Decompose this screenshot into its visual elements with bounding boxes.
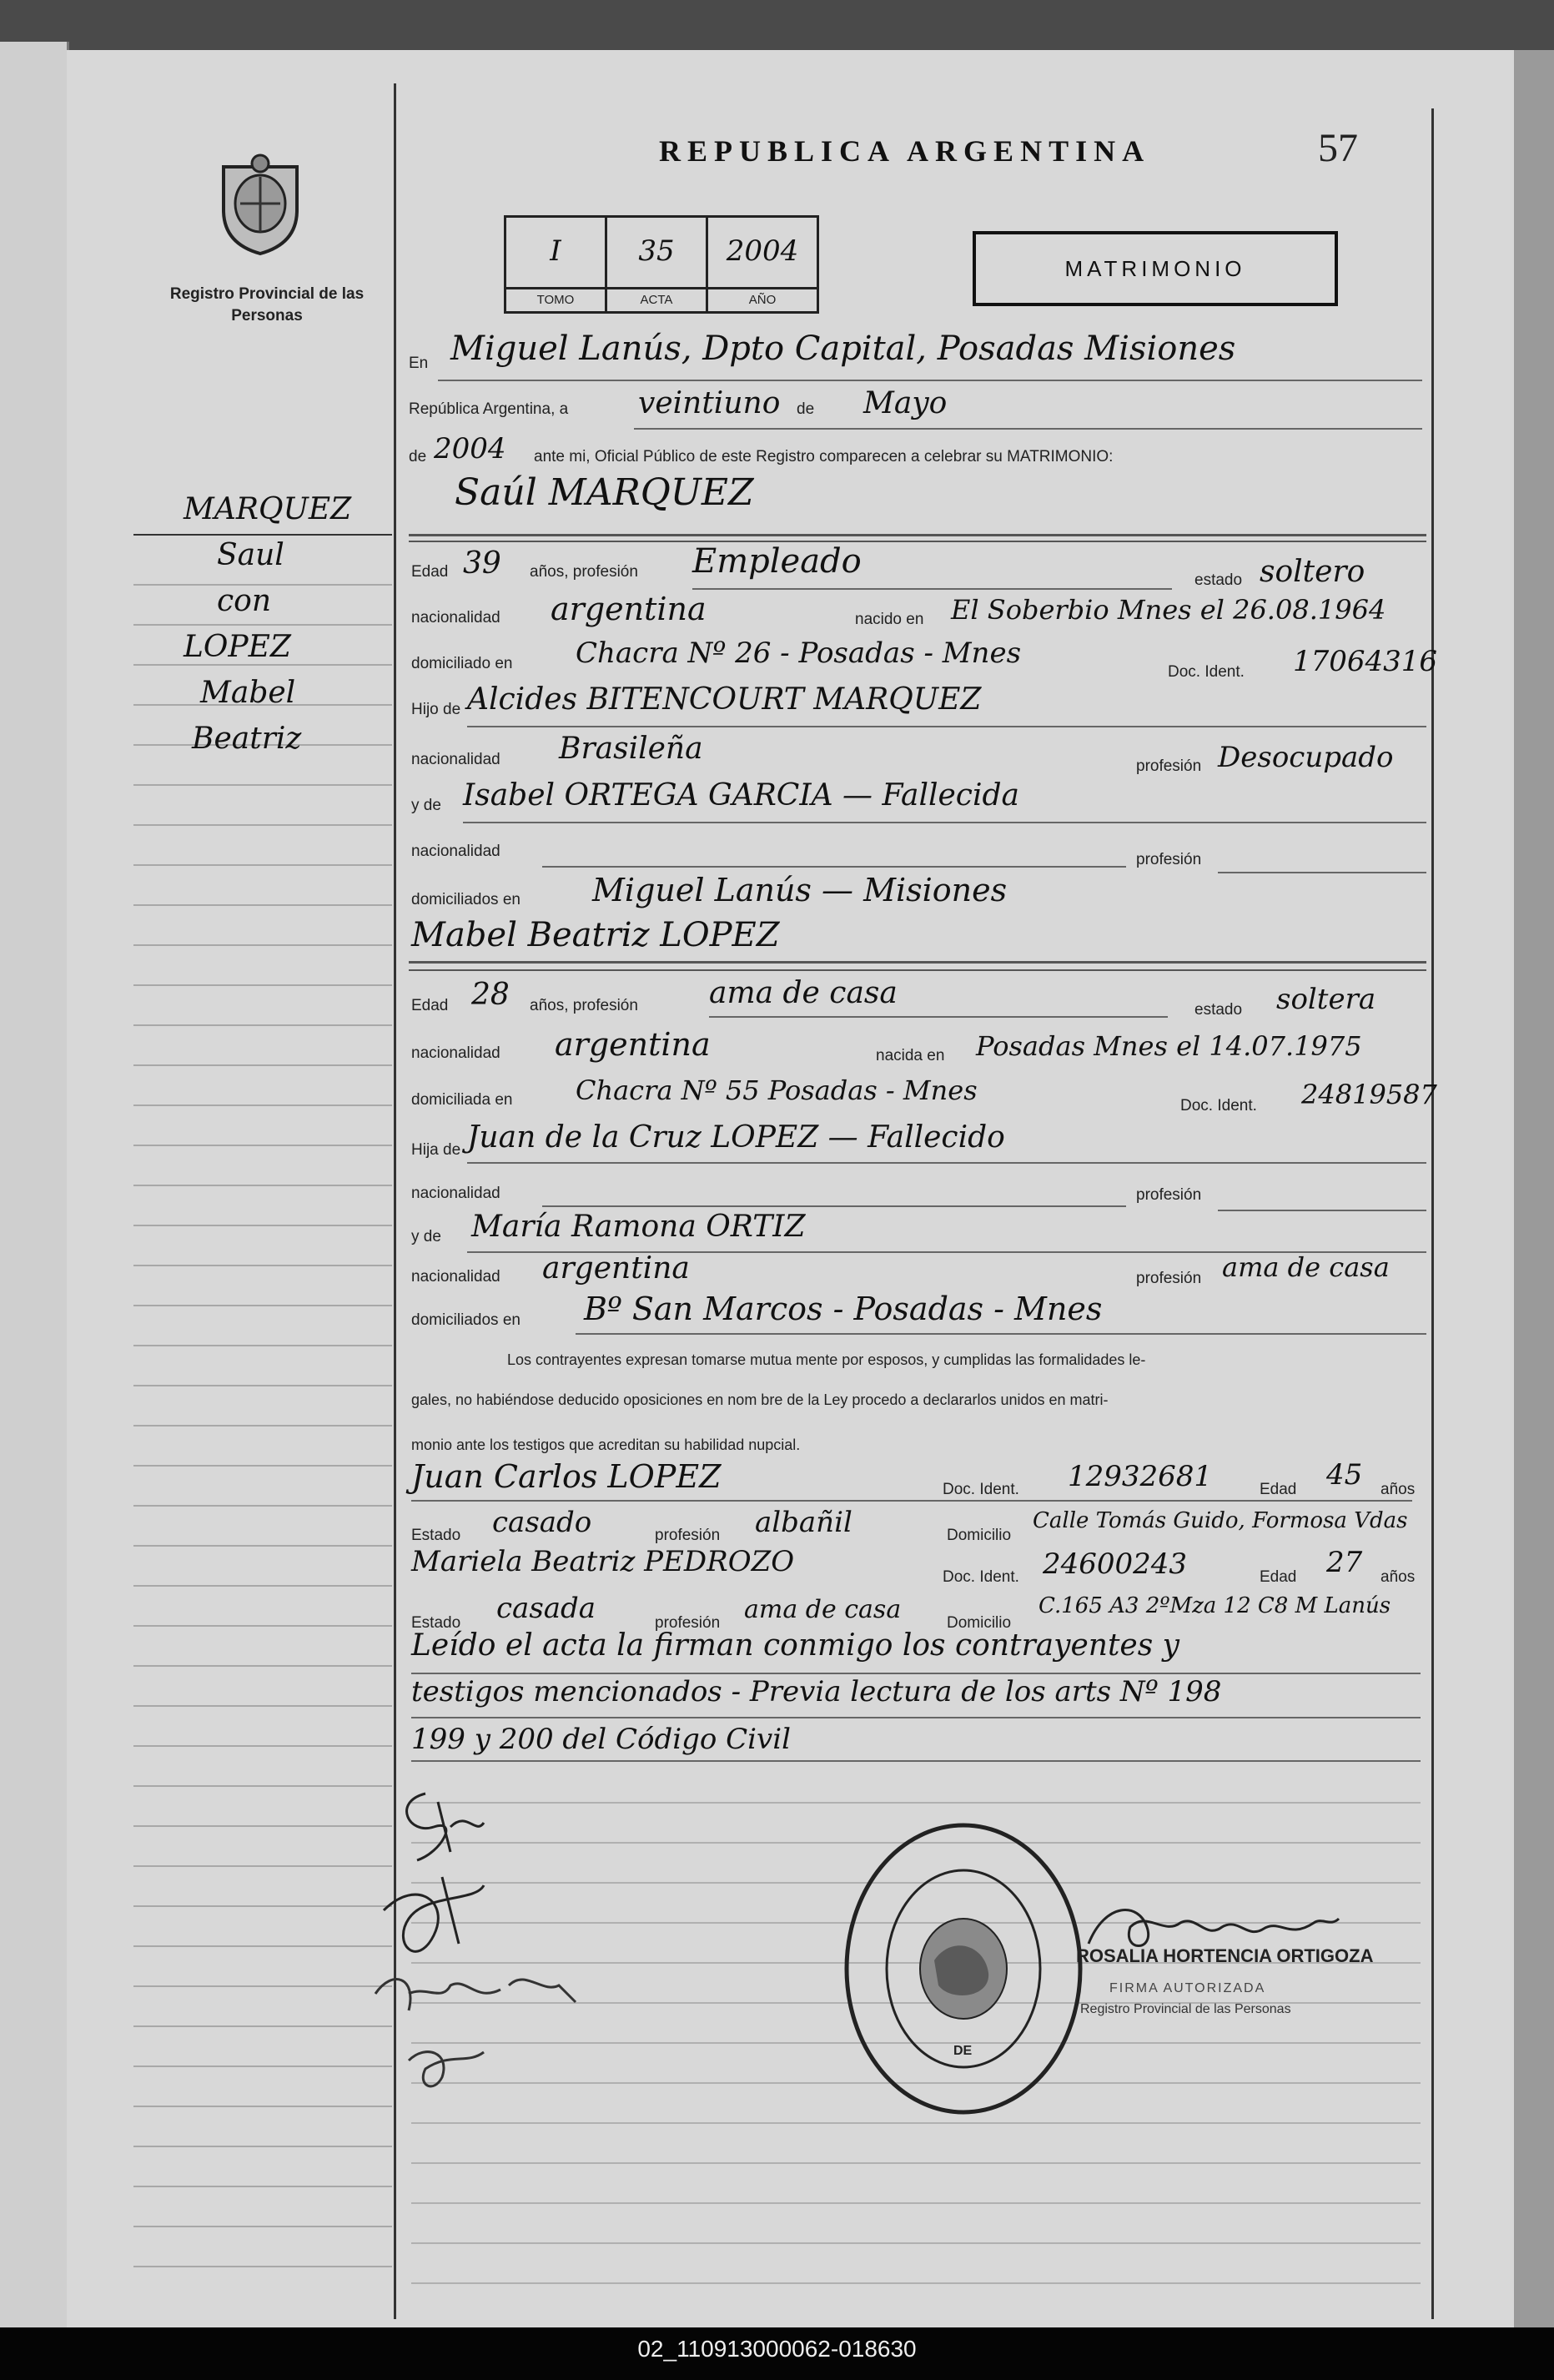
bride-nacida-label: nacida en (876, 1047, 945, 1064)
left-page-edge (0, 42, 69, 2327)
groom-parents-address: Miguel Lanús — Misiones (592, 872, 1008, 908)
bride-father-prof-label: profesión (1136, 1186, 1202, 1204)
rule-line (463, 822, 1426, 823)
witness-1-civil-status: casado (492, 1506, 592, 1539)
margin-rule-line (133, 1705, 392, 1707)
anio-cell (708, 218, 817, 311)
groom-father-profession: Desocupado (1218, 741, 1394, 774)
margin-rule-line (133, 1345, 392, 1346)
anio-value: 2004 (726, 234, 799, 268)
bride-father: Juan de la Cruz LOPEZ — Fallecido (467, 1120, 1005, 1155)
bride-mother: María Ramona ORTIZ (471, 1210, 806, 1244)
tomo-cell (506, 218, 607, 311)
declaration-line-2: gales, no habiéndose deducido oposiciones en nom bre de la Ley procedo a declararlos unidos en matri- (411, 1391, 1109, 1408)
stamp-center-text: DE (953, 2044, 973, 2058)
margin-name: con (217, 584, 272, 618)
bride-mother-prof-label: profesión (1136, 1270, 1202, 1287)
official-stamp (842, 1819, 1084, 2119)
margin-rule-line (133, 1024, 392, 1026)
rule-line (1218, 872, 1426, 873)
margin-rule-line (133, 1465, 392, 1467)
witness-1-profesion-label: profesión (655, 1527, 721, 1544)
witness-2-domicilio-label: Domicilio (947, 1614, 1012, 1632)
bride-civil-status: soltera (1276, 983, 1376, 1016)
witness-1-anios-label: años (1380, 1481, 1416, 1498)
margin-rule-line (133, 984, 392, 986)
margin-rule-line (133, 824, 392, 826)
margin-name-underline (133, 534, 392, 536)
witness-2-profession: ama de casa (744, 1595, 902, 1624)
margin-rule-line (133, 2106, 392, 2107)
record-reference-box (504, 215, 819, 314)
bride-doc-label: Doc. Ident. (1180, 1097, 1257, 1115)
groom-mother: Isabel ORTEGA GARCIA — Fallecida (463, 778, 1019, 813)
margin-rule-line (133, 1425, 392, 1426)
bride-domicilio-label: domiciliada en (411, 1091, 513, 1109)
margin-rule-line (133, 1985, 392, 1987)
de2-label: de (409, 448, 427, 465)
officer-registry: Registro Provincial de las Personas (1080, 2002, 1291, 2016)
margin-rule-line (133, 1585, 392, 1587)
groom-address: Chacra Nº 26 - Posadas - Mnes (576, 637, 1022, 670)
witness-1-name: Juan Carlos LOPEZ (411, 1458, 722, 1495)
declaration-line-3: monio ante los testigos que acreditan su habilidad nupcial. (411, 1437, 801, 1453)
officer-statement: ante mi, Oficial Público de este Registro comparecen a celebrar su MATRIMONIO: (534, 448, 1114, 465)
tomo-value: I (550, 234, 561, 268)
right-border (1431, 108, 1434, 2319)
groom-profesion-label: años, profesión (530, 563, 638, 581)
groom-father-label: Hijo de (411, 701, 461, 718)
margin-rule-line (133, 944, 392, 946)
margin-rule-line (133, 784, 392, 786)
de-label: de (797, 400, 815, 418)
bride-edad-label: Edad (411, 997, 449, 1014)
rule-line (411, 1500, 1412, 1502)
declaration-line-1: Los contrayentes expresan tomarse mutua mente por esposos, y cumplidas las formalidades le- (507, 1351, 1146, 1368)
marriage-place: Miguel Lanús, Dpto Capital, Posadas Misiones (450, 330, 1236, 368)
witness-1-age: 45 (1326, 1458, 1363, 1492)
officer-title: FIRMA AUTORIZADA (1109, 1981, 1266, 1995)
margin-rule-line (133, 1745, 392, 1747)
witness-2-address: C.165 A3 2ºMza 12 C8 M Lanús (1039, 1593, 1391, 1618)
anio-label: AÑO (708, 287, 817, 311)
registry-name: Registro Provincial de las Personas (169, 285, 365, 325)
bride-profesion-label: años, profesión (530, 997, 638, 1014)
witness-2-civil-status: casada (496, 1592, 596, 1625)
margin-rule-line (133, 1625, 392, 1627)
margin-rule-line (133, 904, 392, 906)
groom-profession: Empleado (692, 542, 862, 581)
margin-rule-line (133, 1545, 392, 1547)
witness-2-age: 27 (1326, 1546, 1363, 1579)
section-divider (409, 969, 1426, 971)
margin-name: LOPEZ (184, 630, 291, 664)
groom-mother-prof-label: profesión (1136, 851, 1202, 868)
bride-name: Mabel Beatriz LOPEZ (411, 916, 780, 954)
page-number: 57 (1318, 126, 1358, 170)
margin-rule-line (133, 2186, 392, 2187)
section-divider (409, 961, 1426, 964)
margin-rule-line (133, 1064, 392, 1066)
margin-name: Beatriz (192, 722, 302, 756)
bride-age: 28 (471, 978, 510, 1012)
witness-2-name: Mariela Beatriz PEDROZO (411, 1545, 795, 1578)
margin-name: MARQUEZ (184, 492, 352, 526)
margin-rule-line (133, 1665, 392, 1667)
groom-mother-label: y de (411, 797, 441, 814)
acta-value: 35 (638, 234, 675, 268)
groom-father-nationality: Brasileña (559, 732, 703, 766)
country-title: REPUBLICA ARGENTINA (659, 134, 1151, 168)
rule-line (467, 1162, 1426, 1164)
witness-2-doc: 24600243 (1043, 1547, 1188, 1581)
groom-mother-nat-label: nacionalidad (411, 843, 500, 860)
bride-doc: 24819587 (1301, 1079, 1437, 1110)
groom-name: Saúl MARQUEZ (455, 471, 754, 514)
margin-rule-line (133, 1945, 392, 1947)
witness-1-estado-label: Estado (411, 1527, 461, 1544)
document-type-box: MATRIMONIO (973, 231, 1338, 306)
margin-rule-line (133, 1265, 392, 1266)
section-divider (409, 534, 1426, 536)
margin-rule-line (133, 1104, 392, 1106)
margin-rule-line (133, 2146, 392, 2147)
closing-line-2: testigos mencionados - Previa lectura de los arts Nº 198 (411, 1675, 1222, 1708)
bride-mother-nationality: argentina (542, 1251, 690, 1286)
rule-line (1218, 1210, 1426, 1211)
acta-label: ACTA (607, 287, 706, 311)
groom-nacionalidad-label: nacionalidad (411, 609, 500, 626)
margin-rule-line (133, 1505, 392, 1507)
witness-2-doc-label: Doc. Ident. (943, 1568, 1019, 1586)
bride-mother-profession: ama de casa (1222, 1251, 1390, 1283)
margin-rule-line (133, 624, 392, 626)
rule-line (411, 1717, 1421, 1718)
groom-nacido-label: nacido en (855, 611, 924, 628)
margin-rule-line (133, 864, 392, 866)
rule-line (634, 428, 1422, 430)
witness-2-edad-label: Edad (1260, 1568, 1297, 1586)
acta-cell (607, 218, 708, 311)
bride-nacionalidad-label: nacionalidad (411, 1044, 500, 1062)
bride-father-label: Hija de (411, 1141, 461, 1159)
body-rule-line (411, 2202, 1421, 2204)
witness-2-profesion-label: profesión (655, 1614, 721, 1632)
groom-nationality: argentina (551, 591, 707, 627)
margin-rule-line (133, 1185, 392, 1186)
groom-estado-label: estado (1194, 571, 1243, 589)
margin-rule-line (133, 2025, 392, 2027)
witness-1-profession: albañil (755, 1506, 852, 1539)
witness-1-edad-label: Edad (1260, 1481, 1297, 1498)
bride-estado-label: estado (1194, 1001, 1243, 1019)
groom-parents-dom-label: domiciliados en (411, 891, 521, 908)
groom-father-prof-label: profesión (1136, 757, 1202, 775)
groom-age: 39 (463, 546, 501, 581)
margin-rule-line (133, 1305, 392, 1306)
groom-father-nat-label: nacionalidad (411, 751, 500, 768)
bride-parents-dom-label: domiciliados en (411, 1311, 521, 1329)
bride-birth: Posadas Mnes el 14.07.1975 (976, 1030, 1362, 1062)
body-rule-line (411, 2282, 1421, 2284)
bride-nationality: argentina (555, 1026, 711, 1063)
groom-doc: 17064316 (1293, 645, 1438, 678)
witness-1-domicilio-label: Domicilio (947, 1527, 1012, 1544)
margin-rule-line (133, 1905, 392, 1907)
margin-rule-line (133, 1785, 392, 1787)
groom-civil-status: soltero (1260, 555, 1365, 589)
marriage-month: Mayo (863, 386, 948, 420)
margin-rule-line (133, 664, 392, 666)
margin-rule-line (133, 2226, 392, 2227)
rule-line (576, 1333, 1426, 1335)
witness-2-anios-label: años (1380, 1568, 1416, 1586)
margin-rule-line (133, 1145, 392, 1146)
officer-name: ROSALIA HORTENCIA ORTIGOZA (1076, 1945, 1374, 1966)
bride-mother-nat-label: nacionalidad (411, 1268, 500, 1286)
rule-line (692, 588, 1172, 590)
groom-doc-label: Doc. Ident. (1168, 663, 1245, 681)
margin-rule-line (133, 1225, 392, 1226)
witness-1-address: Calle Tomás Guido, Formosa Vdas (1033, 1508, 1408, 1533)
witness-1-doc: 12932681 (1068, 1460, 1213, 1493)
margin-name: Mabel (200, 676, 296, 710)
margin-rule-line (133, 2266, 392, 2267)
body-rule-line (411, 2162, 1421, 2164)
bride-address: Chacra Nº 55 Posadas - Mnes (576, 1074, 978, 1106)
witness-2-estado-label: Estado (411, 1614, 461, 1632)
bride-profession: ama de casa (709, 976, 898, 1010)
republica-label: República Argentina, a (409, 400, 569, 418)
witness-1-doc-label: Doc. Ident. (943, 1481, 1019, 1498)
marriage-day: veintiuno (638, 386, 781, 420)
rule-line (709, 1016, 1168, 1018)
body-rule-line (411, 2242, 1421, 2244)
tomo-label: TOMO (506, 287, 605, 311)
closing-line-3: 199 y 200 del Código Civil (411, 1723, 791, 1756)
en-label: En (409, 355, 429, 372)
bride-mother-label: y de (411, 1228, 441, 1245)
closing-line-1: Leído el acta la firman conmigo los contrayentes y (411, 1628, 1179, 1663)
groom-father: Alcides BITENCOURT MARQUEZ (467, 682, 982, 717)
rule-line (542, 1205, 1126, 1207)
margin-rule-line (133, 1865, 392, 1867)
rule-line (411, 1673, 1421, 1674)
margin-rule-line (133, 1825, 392, 1827)
margin-rule-line (133, 2066, 392, 2067)
right-page-edge (1514, 50, 1554, 2327)
rule-line (438, 380, 1422, 381)
file-identifier: 02_110913000062-018630 (637, 2336, 917, 2362)
section-divider (409, 541, 1426, 542)
groom-edad-label: Edad (411, 563, 449, 581)
bride-father-nat-label: nacionalidad (411, 1185, 500, 1202)
bride-parents-address: Bº San Marcos - Posadas - Mnes (584, 1291, 1103, 1327)
rule-line (411, 1760, 1421, 1762)
groom-birth: El Soberbio Mnes el 26.08.1964 (951, 594, 1386, 626)
marriage-year: 2004 (434, 432, 506, 465)
margin-rule-line (133, 1385, 392, 1386)
rule-line (542, 866, 1126, 868)
rule-line (467, 726, 1426, 727)
registry-seal-icon (207, 152, 314, 259)
groom-domicilio-label: domiciliado en (411, 655, 513, 672)
margin-name: Saul (217, 538, 284, 572)
